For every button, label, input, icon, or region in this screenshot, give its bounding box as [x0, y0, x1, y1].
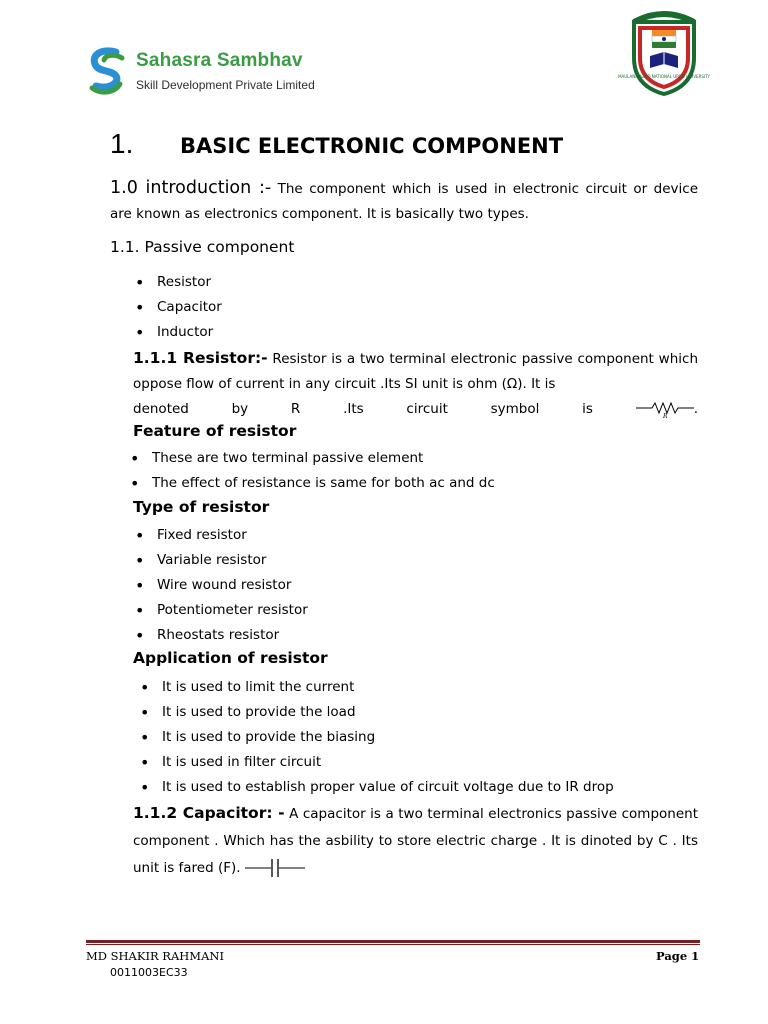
brand-subtitle: Skill Development Private Limited — [136, 78, 315, 92]
word: R — [290, 401, 301, 417]
list-item: • Inductor — [157, 320, 222, 345]
list-item: • It is used to provide the load — [162, 700, 614, 725]
resistor-paragraph — [133, 346, 698, 422]
type-list — [157, 523, 308, 648]
resistor-symbol-line — [133, 397, 698, 422]
word: symbol — [490, 401, 540, 417]
intro-paragraph — [110, 176, 698, 227]
list-item: • These are two terminal passive element — [152, 446, 495, 471]
list-item: • It is used in filter circuit — [162, 750, 614, 775]
intro-heading: 1.0 introduction :- — [110, 178, 272, 198]
list-item: • Variable resistor — [157, 548, 308, 573]
footer-id: 0011003EC33 — [110, 966, 188, 979]
capacitor-heading: 1.1.2 Capacitor: - — [133, 804, 285, 822]
word: circuit — [406, 401, 448, 417]
footer-rule — [86, 940, 700, 943]
list-item: • Resistor — [157, 270, 222, 295]
resistor-body: Resistor is a two terminal electronic passive component which oppose flow of current in any circuit .Its SI unit is ohm (Ω). It is — [133, 351, 699, 392]
list-item: • Potentiometer resistor — [157, 598, 308, 623]
page-number: Page 1 — [656, 949, 700, 963]
intro-body: The component which is used in electronic circuit or device are known as electronics component. It is basically two types. — [110, 181, 698, 222]
word: is — [582, 401, 593, 417]
company-logo — [86, 44, 336, 100]
brand-name: Sahasra Sambhav — [136, 50, 303, 71]
application-list — [162, 675, 614, 800]
list-item: • Rheostats resistor — [157, 623, 308, 648]
capacitor-symbol-icon — [245, 858, 305, 878]
resistor-symbol-label: R — [662, 413, 668, 420]
list-item: • It is used to limit the current — [162, 675, 614, 700]
list-item: • Capacitor — [157, 295, 222, 320]
capacitor-paragraph — [133, 800, 698, 882]
application-heading: Application of resistor — [133, 649, 328, 667]
word: .Its — [343, 401, 364, 417]
list-item: • It is used to provide the biasing — [162, 725, 614, 750]
page-title: BASIC ELECTRONIC COMPONENT — [180, 134, 564, 158]
list-item: • Wire wound resistor — [157, 573, 308, 598]
passive-heading: 1.1. Passive component — [110, 238, 295, 256]
passive-list — [157, 270, 222, 345]
seal-text: MAULANA AZAD NATIONAL URDU UNIVERSITY — [618, 74, 710, 79]
feature-heading: Feature of resistor — [133, 422, 297, 440]
capacitor-body: A capacitor is a two terminal electronics passive component component . Which has the asbility to store electric charge . It is dinoted by C . Its unit is fared (F). — [133, 806, 698, 876]
sahasra-s-logo-icon — [86, 46, 132, 96]
resistor-symbol-icon — [636, 400, 694, 418]
section-number: 1. — [110, 128, 134, 159]
resistor-heading: 1.1.1 Resistor:- — [133, 349, 268, 367]
footer-rule-thin — [86, 944, 700, 945]
list-item: • The effect of resistance is same for both ac and dc — [152, 471, 495, 496]
list-item: • Fixed resistor — [157, 523, 308, 548]
type-heading: Type of resistor — [133, 498, 270, 516]
resistor-symbol: R . — [636, 397, 698, 422]
footer-author: MD SHAKIR RAHMANI — [86, 949, 224, 963]
university-seal-icon — [618, 8, 710, 96]
word: denoted — [133, 401, 189, 417]
feature-list — [152, 446, 495, 496]
word: by — [231, 401, 249, 417]
list-item: • It is used to establish proper value of circuit voltage due to IR drop — [162, 775, 614, 800]
